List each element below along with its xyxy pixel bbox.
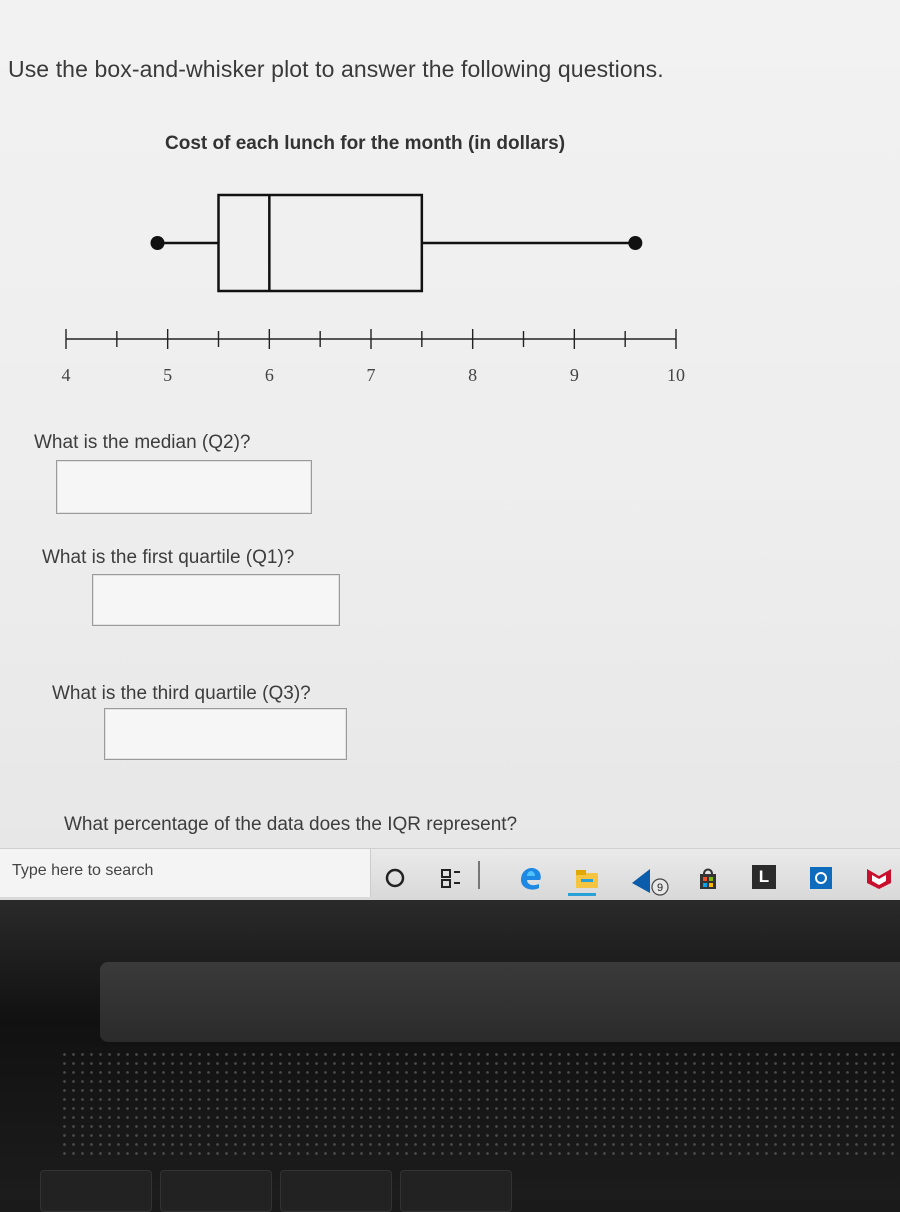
mcafee-icon[interactable] bbox=[864, 865, 894, 891]
question-iqr: What percentage of the data does the IQR represent? bbox=[64, 814, 518, 835]
tick-label-6: 6 bbox=[264, 365, 274, 385]
min-point bbox=[151, 236, 165, 250]
tick-label-8: 8 bbox=[468, 365, 478, 385]
edge-icon[interactable] bbox=[518, 865, 544, 891]
taskbar-divider bbox=[478, 861, 480, 889]
tick-label-4: 4 bbox=[61, 365, 71, 385]
max-point bbox=[628, 236, 642, 250]
taskbar-search-box[interactable] bbox=[0, 849, 371, 897]
tick-label-10: 10 bbox=[667, 365, 685, 385]
keyboard-key bbox=[40, 1170, 152, 1212]
tick-label-5: 5 bbox=[163, 365, 173, 385]
app-l-icon[interactable] bbox=[752, 865, 776, 889]
question-q1: What is the first quartile (Q1)? bbox=[42, 547, 295, 568]
tick-label-7: 7 bbox=[366, 365, 376, 385]
keyboard-key bbox=[160, 1170, 272, 1212]
outlook-icon[interactable] bbox=[808, 865, 834, 891]
q3-answer-field[interactable] bbox=[104, 708, 347, 760]
tick-label-9: 9 bbox=[569, 365, 579, 385]
taskbar bbox=[0, 848, 900, 900]
keyboard-key bbox=[280, 1170, 392, 1212]
task-view-icon[interactable] bbox=[440, 867, 464, 889]
iqr-box bbox=[219, 195, 422, 291]
laptop-hinge bbox=[100, 962, 900, 1042]
question-median: What is the median (Q2)? bbox=[34, 432, 251, 453]
speaker-grille bbox=[60, 1050, 900, 1160]
app-l-letter: L bbox=[758, 867, 770, 886]
store-icon[interactable] bbox=[696, 865, 720, 891]
box-plot bbox=[0, 180, 900, 400]
instruction-text: Use the box-and-whisker plot to answer the following questions. bbox=[8, 56, 664, 82]
q1-answer-field[interactable] bbox=[92, 574, 340, 626]
active-app-indicator-icon bbox=[568, 893, 596, 897]
cortana-icon[interactable] bbox=[384, 867, 406, 889]
search-placeholder: Type here to search bbox=[12, 862, 154, 879]
chart-title: Cost of each lunch for the month (in dollars) bbox=[165, 133, 566, 154]
median-answer-field[interactable] bbox=[56, 460, 312, 514]
badge-count: 9 bbox=[656, 882, 664, 894]
keyboard-key bbox=[400, 1170, 512, 1212]
mail-badge-icon[interactable] bbox=[628, 863, 672, 897]
question-q3: What is the third quartile (Q3)? bbox=[52, 683, 311, 704]
file-explorer-icon[interactable] bbox=[574, 867, 600, 891]
